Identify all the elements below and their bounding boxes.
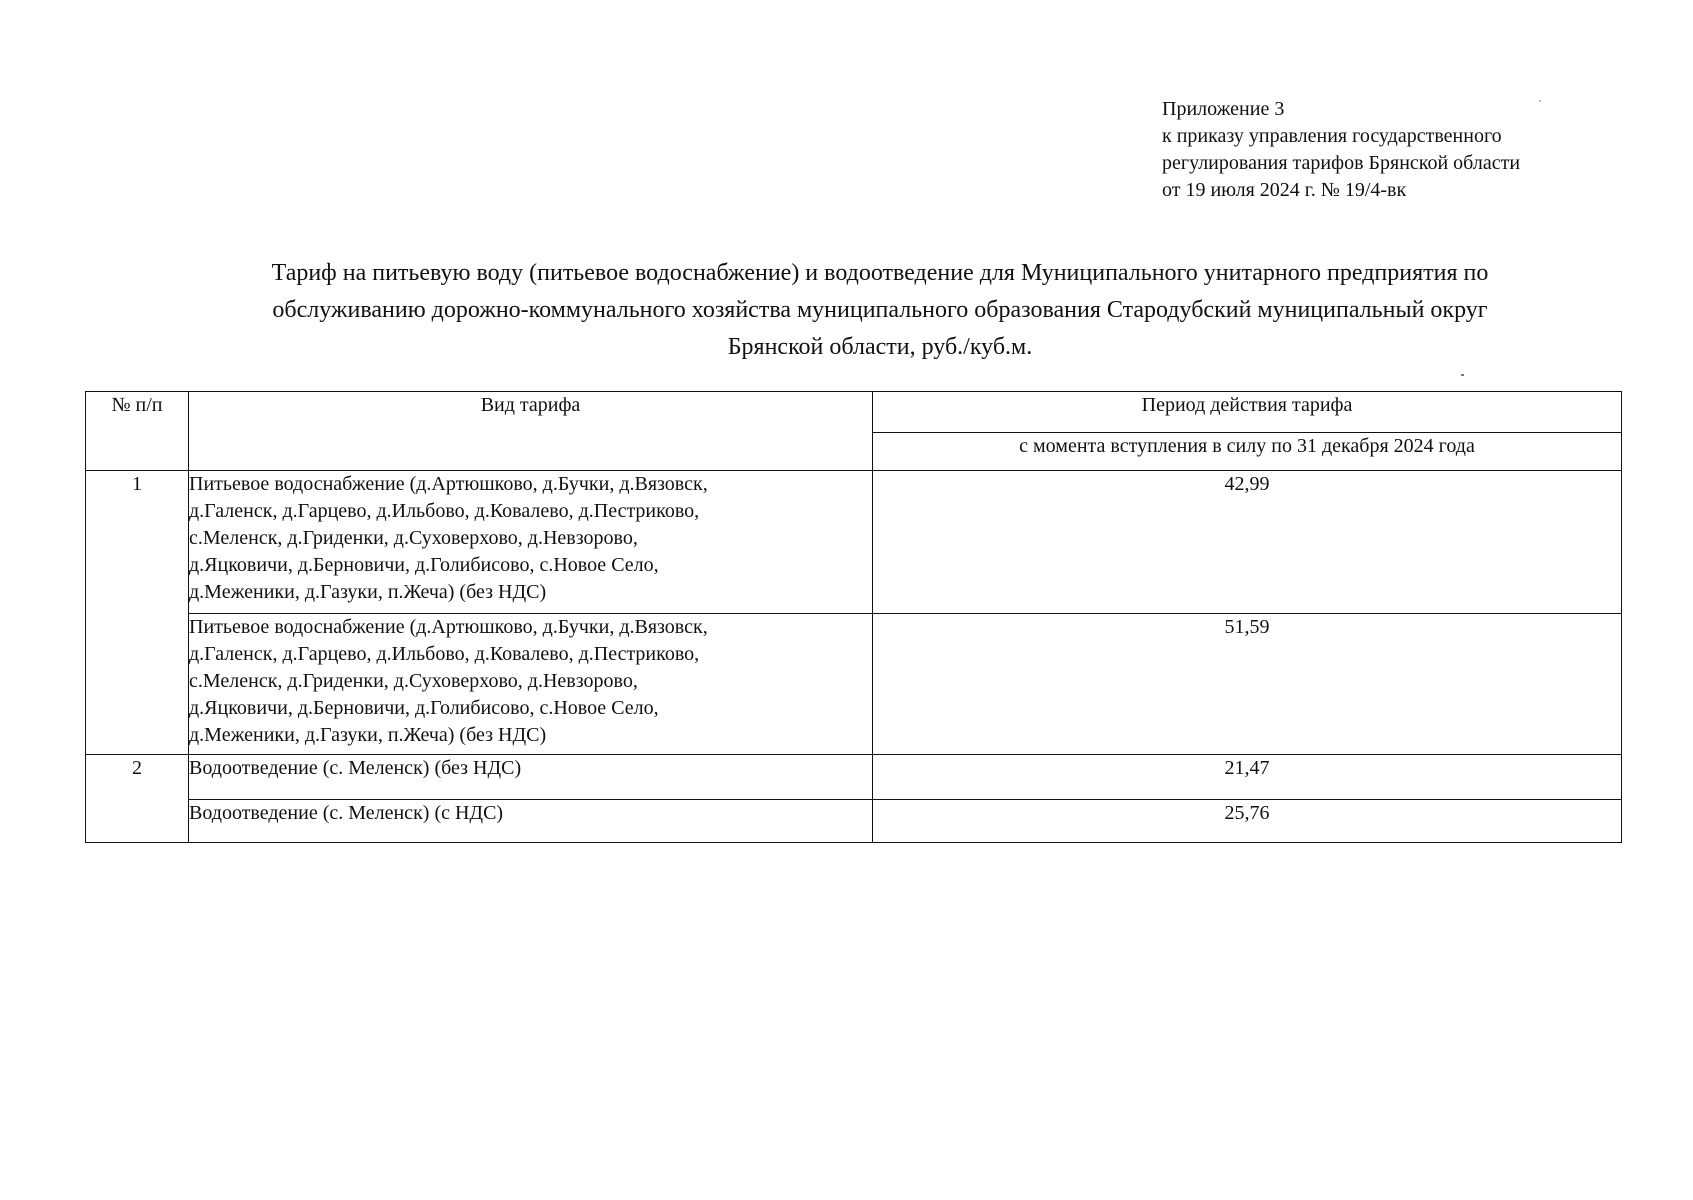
table-row [86,800,1622,843]
header-kind: Вид тарифа [189,392,873,471]
row-kind-line: Питьевое водоснабжение (д.Артюшково, д.Бучки, д.Вязовск, [189,473,708,495]
appendix-block [1162,96,1520,204]
row-kind-line: с.Меленск, д.Гриденки, д.Суховерхово, д.Невзорово, [189,527,638,549]
document-title [140,255,1620,366]
header-period-sub: с момента вступления в силу по 31 декабря 2024 года [873,433,1622,471]
row-kind [189,755,873,800]
row-kind-line: Водоотведение (с. Меленск) (без НДС) [189,757,522,779]
tariff-table [85,391,1622,843]
row-kind-line: д.Яцковичи, д.Берновичи, д.Голибисово, с.Новое Село, [189,697,659,719]
row-value: 51,59 [873,614,1622,755]
header-period: Период действия тарифа [873,392,1622,433]
appendix-line-4: от 19 июля 2024 г. № 19/4-вк [1162,179,1407,201]
appendix-line-1: Приложение 3 [1162,98,1285,120]
row-num: 2 [86,755,189,843]
title-line-3: Брянской области, руб./куб.м. [727,334,1033,360]
scan-speck [1461,374,1464,376]
row-num: 1 [86,471,189,755]
row-value: 25,76 [873,800,1622,843]
header-num: № п/п [86,392,189,471]
row-kind [189,800,873,843]
table-header-row [86,392,1622,433]
row-kind [189,471,873,614]
row-kind-line: д.Галенск, д.Гарцево, д.Ильбово, д.Ковалево, д.Пестриково, [189,643,700,665]
table-row [86,614,1622,755]
title-line-1: Тариф на питьевую воду (питьевое водоснабжение) и водоотведение для Муниципального унитарного предприятия по [271,260,1489,286]
row-kind-line: д.Меженики, д.Газуки, п.Жеча) (без НДС) [189,724,547,746]
row-kind-line: с.Меленск, д.Гриденки, д.Суховерхово, д.Невзорово, [189,670,638,692]
appendix-line-3: регулирования тарифов Брянской области [1162,152,1521,174]
row-kind [189,614,873,755]
row-value: 42,99 [873,471,1622,614]
row-kind-line: д.Меженики, д.Газуки, п.Жеча) (без НДС) [189,581,547,603]
table-row [86,471,1622,614]
row-value: 21,47 [873,755,1622,800]
appendix-line-2: к приказу управления государственного [1162,125,1502,147]
row-kind-line: Питьевое водоснабжение (д.Артюшково, д.Бучки, д.Вязовск, [189,616,708,638]
row-kind-line: Водоотведение (с. Меленск) (с НДС) [189,802,504,824]
table-row [86,755,1622,800]
row-kind-line: д.Яцковичи, д.Берновичи, д.Голибисово, с.Новое Село, [189,554,659,576]
row-kind-line: д.Галенск, д.Гарцево, д.Ильбово, д.Ковалево, д.Пестриково, [189,500,700,522]
scan-speck [1539,100,1541,102]
title-line-2: обслуживанию дорожно-коммунального хозяйства муниципального образования Стародубский муниципальный округ [272,297,1488,323]
